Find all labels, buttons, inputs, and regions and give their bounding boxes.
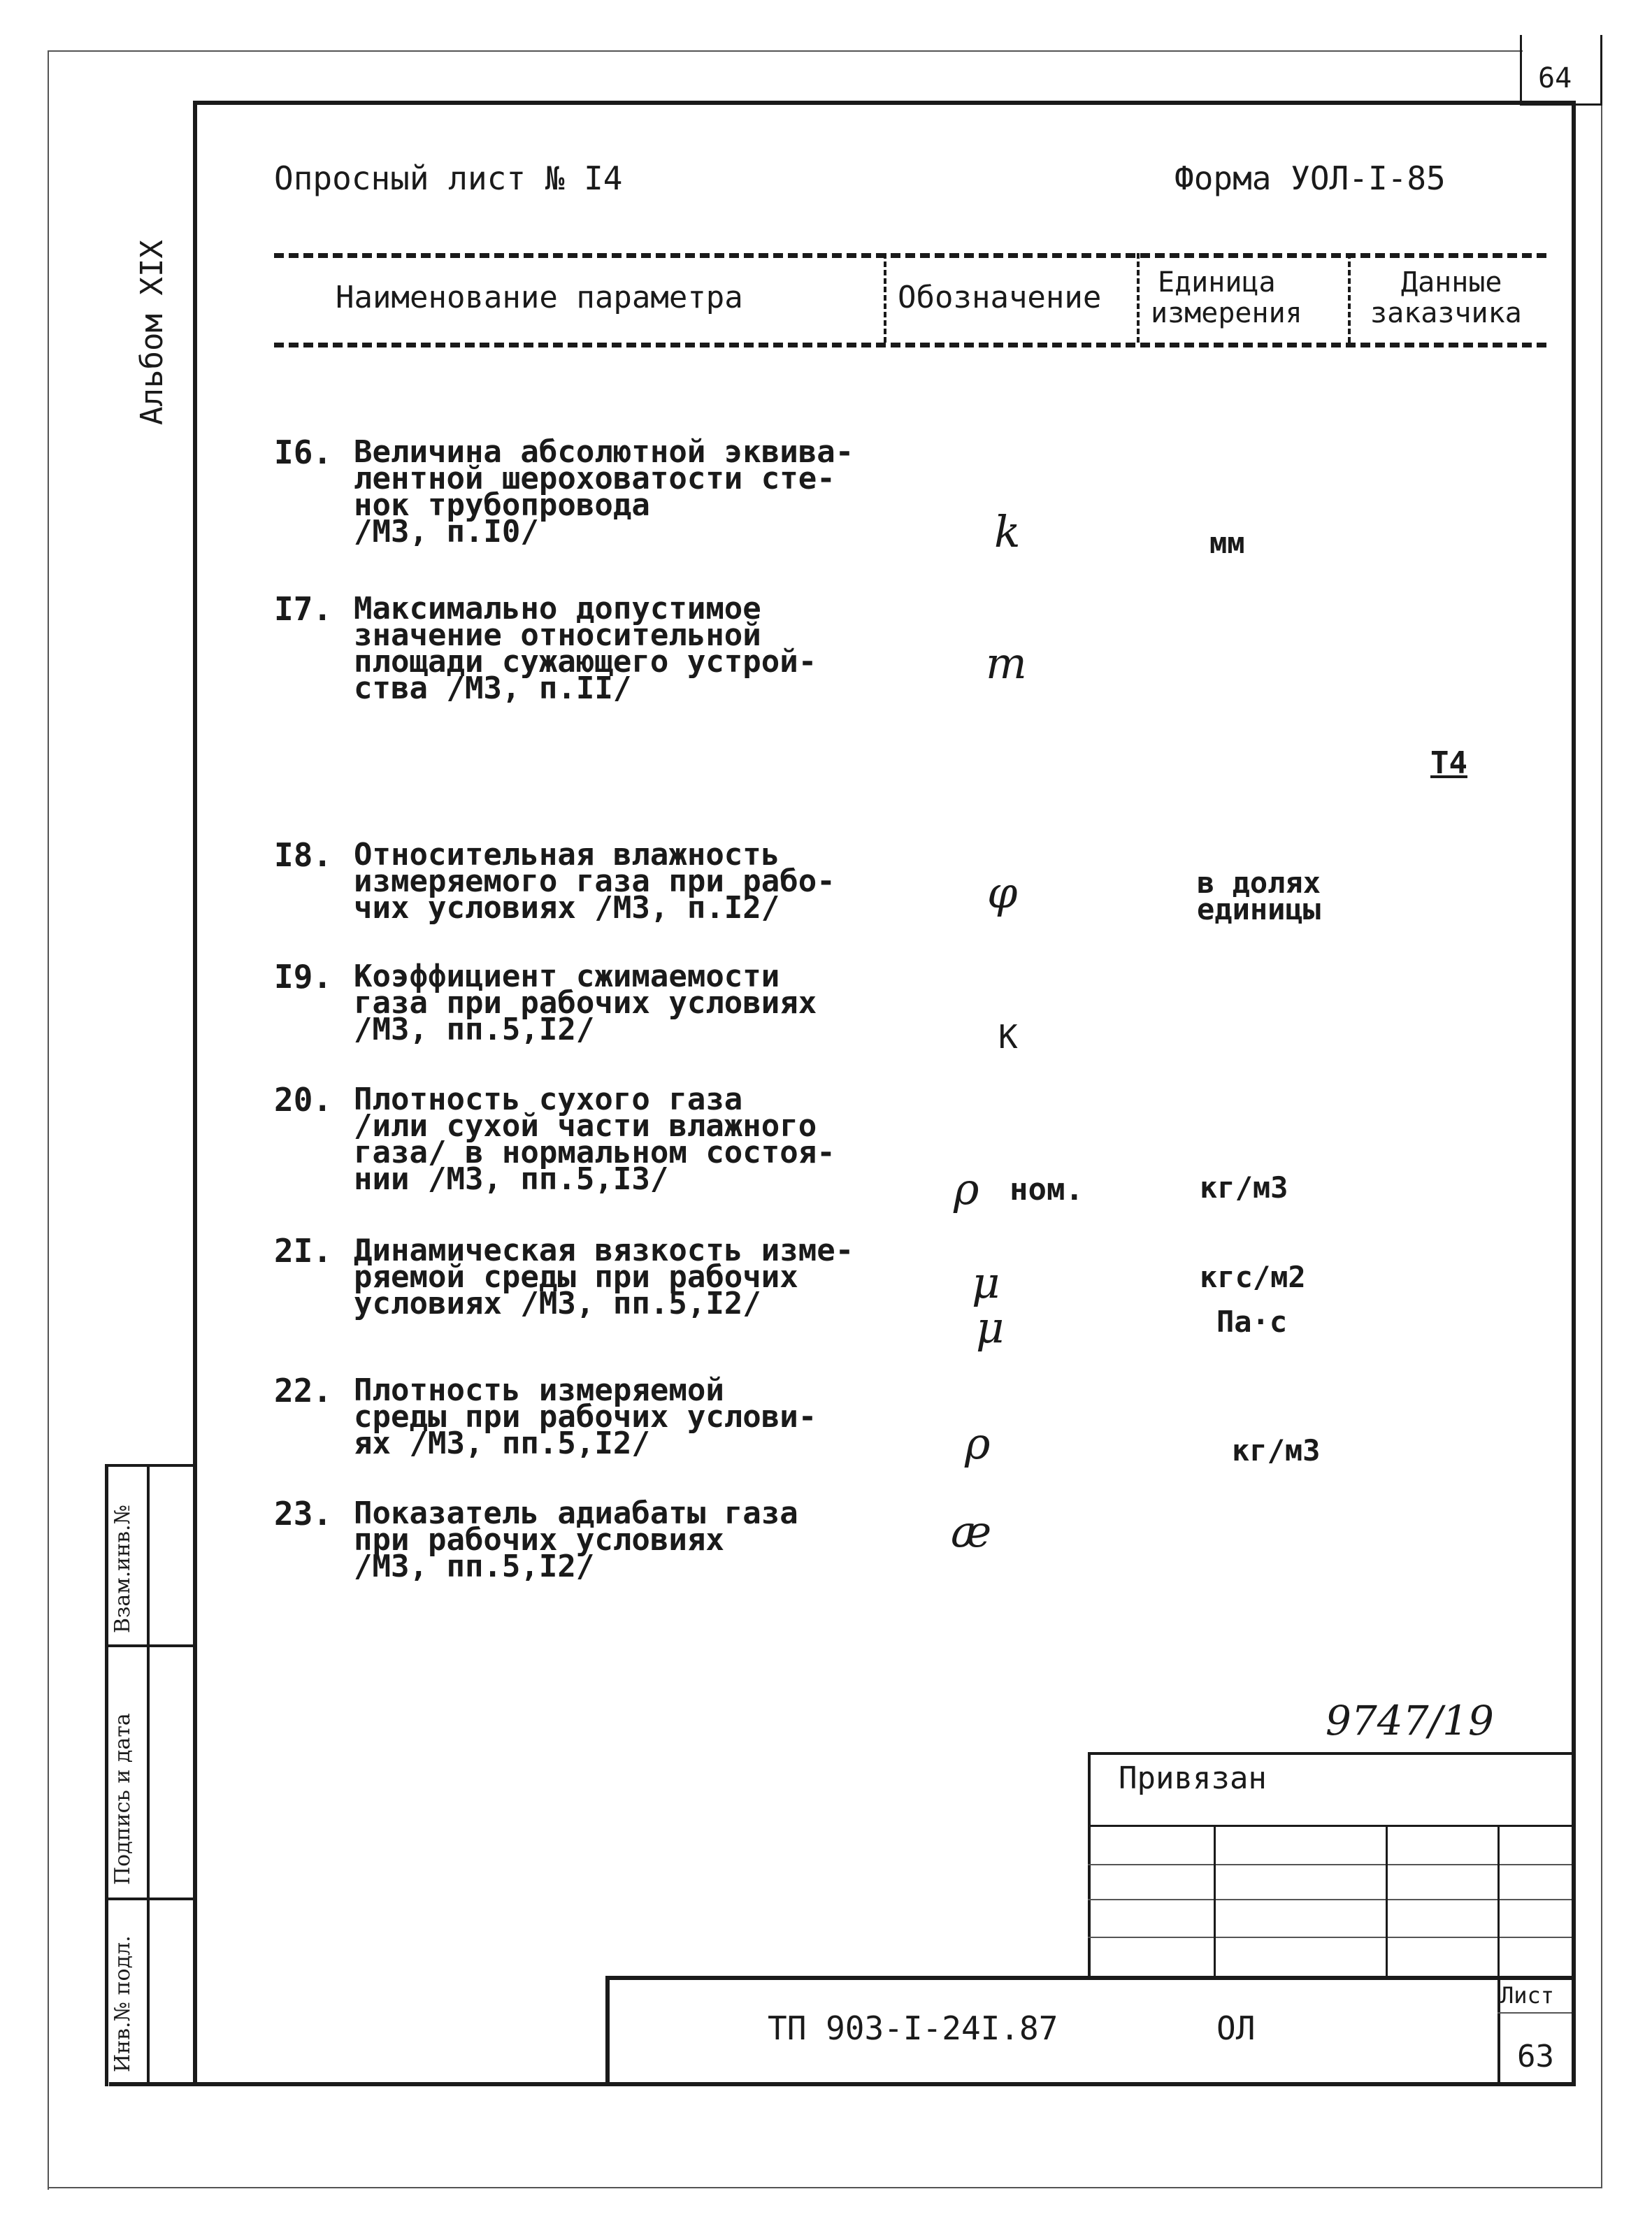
item-symbol: φ <box>987 867 1018 918</box>
item-symbol: ρ <box>954 1163 979 1214</box>
item-number: 23. <box>274 1495 333 1533</box>
title-block-sheet-rule <box>1497 2012 1572 2014</box>
signature-date-label: Подпись и дата <box>110 1713 135 1885</box>
item-text-line: ях /МЗ, пп.5,I2/ <box>354 1426 650 1461</box>
item-text-line: Плотность сухого газа <box>354 1082 743 1117</box>
item-number: 20. <box>274 1081 333 1119</box>
item-text-line: /МЗ, пп.5,I2/ <box>354 1012 595 1047</box>
item-text-line: нии /МЗ, пп.5,I3/ <box>354 1161 669 1197</box>
main-frame-bottom <box>109 2082 1576 2086</box>
item-symbol: μ <box>972 1257 1000 1308</box>
item-text-line: среды при рабочих услови- <box>354 1399 817 1435</box>
main-frame-right <box>1572 101 1576 2086</box>
title-block-top <box>605 1976 1572 1980</box>
item-text-line: /или сухой части влажного <box>354 1108 817 1144</box>
column-header-symbol: Обозначение <box>898 280 1102 315</box>
table-header-top-rule <box>274 253 1546 258</box>
item-text-line: Динамическая вязкость изме- <box>354 1233 854 1268</box>
bound-block-col-2 <box>1386 1825 1388 1979</box>
item-text-line: значение относительной <box>354 617 761 653</box>
item-unit: кгс/м2 <box>1200 1260 1306 1294</box>
item-number: 22. <box>274 1372 333 1409</box>
album-label: Альбом XIX <box>134 240 170 425</box>
page-number-box-left <box>1520 35 1522 105</box>
item-text-line: ряемой среды при рабочих <box>354 1259 798 1295</box>
main-frame-top <box>193 101 1576 105</box>
item-unit: мм <box>1209 526 1245 560</box>
document-type: ОЛ <box>1216 2009 1256 2047</box>
item-number: I7. <box>274 590 333 628</box>
column-header-unit-2: измерения <box>1151 297 1302 329</box>
left-strip-top <box>105 1464 196 1467</box>
outer-frame-bottom <box>48 2187 1602 2188</box>
form-code: Форма УОЛ-I-85 <box>1175 159 1446 197</box>
item-symbol: ρ <box>965 1418 991 1469</box>
left-strip-inner <box>147 1464 150 2086</box>
item-text-line: Относительная влажность <box>354 837 780 873</box>
table-header-bottom-rule <box>274 343 1546 347</box>
column-header-data-2: заказчика <box>1370 297 1522 329</box>
item-number: 2I. <box>274 1232 333 1270</box>
bound-block-col-1 <box>1214 1825 1216 1979</box>
left-strip-rule-1 <box>105 1644 196 1647</box>
left-strip-rule-2 <box>105 1898 196 1900</box>
title-block-left <box>605 1976 610 2086</box>
item-symbol: k <box>994 506 1021 557</box>
table-header-divider-3 <box>1348 253 1351 343</box>
form-title: Опросный лист № I4 <box>274 159 623 197</box>
item-text-line: /МЗ, п.I0/ <box>354 514 539 550</box>
item-text-line: лентной шероховатости сте- <box>354 461 835 496</box>
sheet-label: Лист <box>1500 1982 1555 2009</box>
item-text-line: газа/ в нормальном состоя- <box>354 1135 835 1170</box>
outer-frame-top <box>48 50 1523 52</box>
item-text-line: Максимально допустимое <box>354 591 761 626</box>
replace-inventory-label: Взам.инв.№ <box>110 1505 135 1633</box>
page-number: 64 <box>1538 62 1572 94</box>
item-unit: Па·с <box>1216 1305 1288 1339</box>
item-number: I6. <box>274 433 333 471</box>
item-text-line: газа при рабочих условиях <box>354 985 817 1021</box>
page-number-box-right <box>1600 35 1602 105</box>
outer-frame-right <box>1601 105 1602 2188</box>
item-number: I9. <box>274 958 333 996</box>
item-text-line: измеряемого газа при рабо- <box>354 863 835 899</box>
item-text-line: при рабочих условиях <box>354 1522 724 1558</box>
item-text-line: Плотность измеряемой <box>354 1372 724 1408</box>
item-symbol: K <box>998 1018 1018 1056</box>
bound-block-col-3 <box>1497 1825 1500 1979</box>
table-header-divider-2 <box>1137 253 1140 343</box>
column-header-name: Наименование параметра <box>336 280 743 315</box>
item-text-line: ства /МЗ, п.II/ <box>354 670 632 706</box>
item-symbol: æ <box>951 1506 992 1557</box>
item-text-line: /МЗ, пп.5,I2/ <box>354 1549 595 1584</box>
item-text-line: условиях /МЗ, пп.5,I2/ <box>354 1286 761 1321</box>
item-symbol-suffix: ном. <box>1010 1172 1084 1207</box>
item-unit: единицы <box>1197 892 1321 926</box>
main-frame-left <box>193 101 197 2086</box>
table-mark: Т4 <box>1430 745 1467 781</box>
item-text-line: чих условиях /МЗ, п.I2/ <box>354 890 780 926</box>
item-symbol: m <box>986 638 1027 689</box>
item-text-line: Коэффициент сжимаемости <box>354 959 780 994</box>
bound-block-left <box>1088 1752 1091 1979</box>
column-header-data-1: Данные <box>1401 266 1502 299</box>
item-text-line: Величина абсолютной эквива- <box>354 434 854 470</box>
item-symbol-second: μ <box>976 1302 1005 1353</box>
item-text-line: площади сужающего устрой- <box>354 644 817 680</box>
outer-frame-left <box>48 50 49 2190</box>
item-unit: в долях <box>1197 866 1321 900</box>
sheet-number: 63 <box>1517 2039 1554 2074</box>
bound-label: Привязан <box>1119 1760 1267 1796</box>
column-header-unit-1: Единица <box>1158 266 1276 299</box>
handwritten-number: 9747/19 <box>1326 1697 1494 1744</box>
item-number: I8. <box>274 836 333 874</box>
document-code: ТП 903-I-24I.87 <box>768 2009 1058 2047</box>
item-unit: кг/м3 <box>1232 1433 1321 1468</box>
bound-block-top <box>1088 1752 1572 1755</box>
item-unit: кг/м3 <box>1200 1170 1288 1205</box>
item-text-line: Показатель адиабаты газа <box>354 1495 798 1531</box>
item-text-line: нок трубопровода <box>354 487 650 523</box>
original-inventory-label: Инв.№ подл. <box>110 1935 135 2072</box>
left-strip-outer <box>105 1464 108 2086</box>
table-header-divider-1 <box>884 253 886 343</box>
